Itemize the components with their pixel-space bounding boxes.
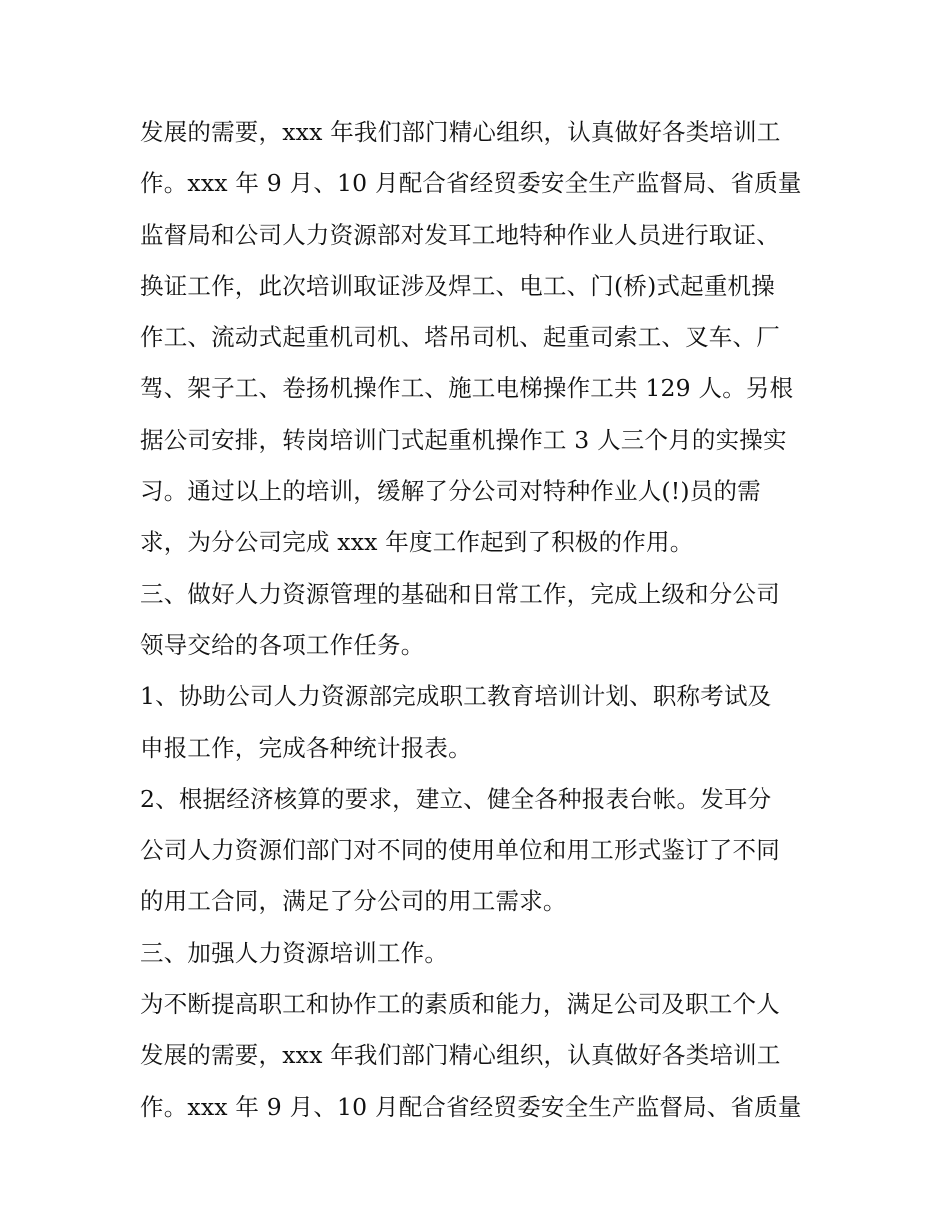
section-heading: 三、做好人力资源管理的基础和日常工作，完成上级和分公司 (140, 579, 780, 608)
text-line: 习。通过以上的培训，缓解了分公司对特种作业人(!)员的需 (140, 477, 761, 506)
text-line: 为不断提高职工和协作工的素质和能力，满足公司及职工个人 (140, 990, 780, 1019)
text-line: 监督局和公司人力资源部对发耳工地特种作业人员进行取证、 (140, 220, 780, 249)
list-item: 2、根据经济核算的要求，建立、健全各种报表台帐。发耳分 (140, 784, 772, 813)
text-line: 发展的需要，xxx 年我们部门精心组织，认真做好各类培训工 (140, 118, 781, 146)
text-line: 换证工作，此次培训取证涉及焊工、电工、门(桥)式起重机操 (140, 271, 775, 300)
text-line: 作。xxx 年 9 月、10 月配合省经贸委安全生产监督局、省质量 (140, 169, 802, 198)
text-line: 申报工作，完成各种统计报表。 (140, 733, 472, 762)
text-line: 驾、架子工、卷扬机操作工、施工电梯操作工共 129 人。另根 (140, 374, 794, 403)
text-line: 的用工合同，满足了分公司的用工需求。 (140, 887, 567, 916)
text-line: 求，为分公司完成 xxx 年度工作起到了积极的作用。 (140, 528, 694, 557)
section-heading: 三、加强人力资源培训工作。 (140, 938, 449, 967)
text-line: 作。xxx 年 9 月、10 月配合省经贸委安全生产监督局、省质量 (140, 1092, 802, 1121)
text-line: 发展的需要，xxx 年我们部门精心组织，认真做好各类培训工 (140, 1041, 781, 1070)
text-line: 据公司安排，转岗培训门式起重机操作工 3 人三个月的实操实 (140, 425, 787, 454)
document-body (140, 107, 820, 1133)
text-line: 公司人力资源们部门对不同的使用单位和用工形式鉴订了不同 (140, 836, 780, 865)
text-line: 作工、流动式起重机司机、塔吊司机、起重司索工、叉车、厂 (140, 323, 780, 352)
text-line: 领导交给的各项工作任务。 (140, 630, 425, 659)
list-item: 1、协助公司人力资源部完成职工教育培训计划、职称考试及 (140, 682, 772, 711)
